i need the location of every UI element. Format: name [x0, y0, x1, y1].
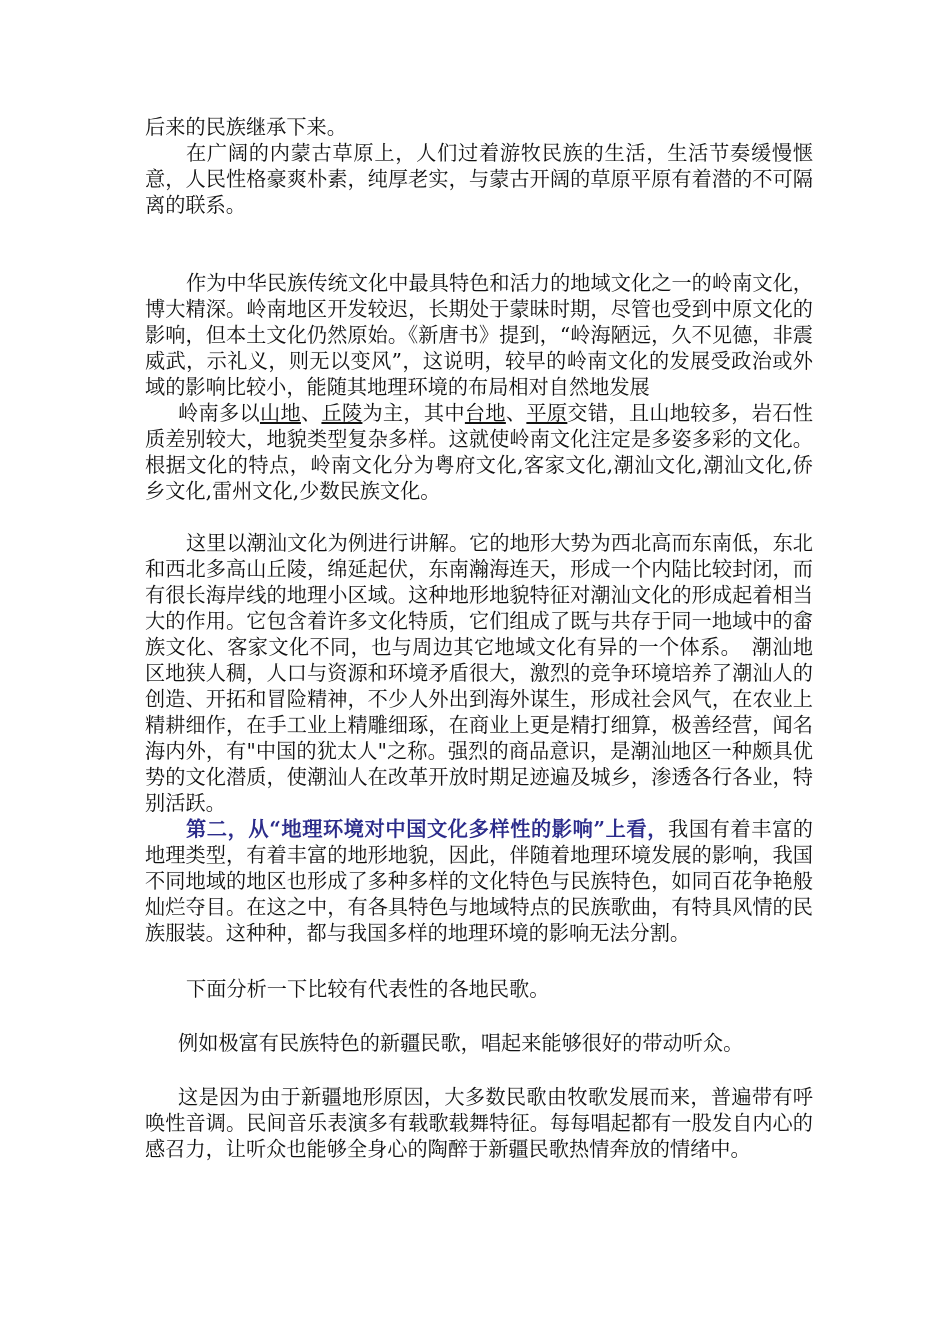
paragraph-spacer [145, 946, 813, 976]
text-segment: 、 [505, 401, 527, 425]
link-hills[interactable]: 丘陵 [321, 401, 363, 425]
paragraph-xinjiang-example: 例如极富有民族特色的新疆民歌，唱起来能够很好的带动听众。 [178, 1031, 744, 1055]
section-heading: 第二，从“地理环境对中国文化多样性的影响”上看， [186, 817, 669, 841]
paragraph-folk-songs: 下面分析一下比较有代表性的各地民歌。 [186, 977, 550, 1001]
text-segment: 、 [300, 401, 322, 425]
document-page [145, 114, 813, 1162]
paragraph-chaoshan: 这里以潮汕文化为例进行讲解。它的地形大势为西北高而东南低，东北和西北多高山丘陵，绵延起伏，东南瀚海连天，形成一个内陆比较封闭，而有很长海岸线的地理小区域。这种地形地貌特征对潮汕文化的形成起着相当大的作用。它包含着许多文化特质，它们组成了既与共存于同一地域中的畲族文化、客家文化不同，也与周边其它地域文化有异的一个体系。 潮汕地区地狭人稠，人口与资源和环境矛盾很大，激烈的竞争环境培养了潮汕人的创造、开拓和冒险精神，不少人外出到海外谋生，形成社会风气，在农业上精耕细作，在手工业上精雕细琢，在商业上更是精打细算，极善经营，闻名海内外，有"中国的犹太人"之称。强烈的商品意识，是潮汕地区一种颇具优势的文化潜质，使潮汕人在改革开放时期足迹遍及城乡，渗透各行各业，特别活跃。 [145, 531, 813, 815]
paragraph-spacer [145, 218, 813, 270]
paragraph-continuation: 后来的民族继承下来。 [145, 115, 347, 139]
paragraph-second-point [145, 816, 813, 946]
paragraph-spacer [145, 504, 813, 530]
text-segment: 岭南多以 [178, 401, 260, 425]
paragraph-lingnan-intro: 作为中华民族传统文化中最具特色和活力的地域文化之一的岭南文化，博大精深。岭南地区开发较迟，长期处于蒙昧时期，尽管也受到中原文化的影响，但本土文化仍然原始。《新唐书》提到，“岭海陋远，久不见德，非震威武，示礼义，则无以变风”，这说明，较早的岭南文化的发展受政治或外域的影响比较小，能随其地理环境的布局相对自然地发展 [145, 271, 813, 399]
text-segment: 为主，其中 [362, 401, 465, 425]
link-mountain[interactable]: 山地 [259, 401, 301, 425]
paragraph-body: 我国有着丰富的地理类型，有着丰富的地形地貌，因此，伴随着地理环境发展的影响，我国不同地域的地区也形成了多种多样的文化特色与民族特色，如同百花争艳般灿烂夺目。在这之中，有各具特色与地域特点的民族歌曲，有特具风情的民族服装。这种种，都与我国多样的地理环境的影响无法分割。 [145, 817, 813, 945]
paragraph-spacer [145, 1002, 813, 1030]
link-plain[interactable]: 平原 [526, 401, 568, 425]
link-tableland[interactable]: 台地 [464, 401, 506, 425]
paragraph-xinjiang-reason: 这是因为由于新疆地形原因，大多数民歌由牧歌发展而来，普遍带有呼唤性音调。民间音乐表演多有载歌载舞特征。每每唱起都有一股发自内心的感召力，让听众也能够全身心的陶醉于新疆民歌热情奔放的情绪中。 [145, 1085, 813, 1161]
paragraph-spacer [145, 1056, 813, 1084]
text-segment: 交错，且山地较多，岩石性质差别较大，地貌类型复杂多样。这就使岭南文化注定是多姿多彩的文化。根据文化的特点，岭南文化分为粤府文化,客家文化,潮汕文化,潮汕文化,侨乡文化,雷州文化,少数民族文化。 [145, 401, 813, 503]
paragraph-lingnan-terrain [145, 400, 813, 504]
paragraph-inner-mongolia: 在广阔的内蒙古草原上，人们过着游牧民族的生活，生活节奏缓慢惬意，人民性格豪爽朴素，纯厚老实，与蒙古开阔的草原平原有着潜的不可隔离的联系。 [145, 141, 813, 217]
